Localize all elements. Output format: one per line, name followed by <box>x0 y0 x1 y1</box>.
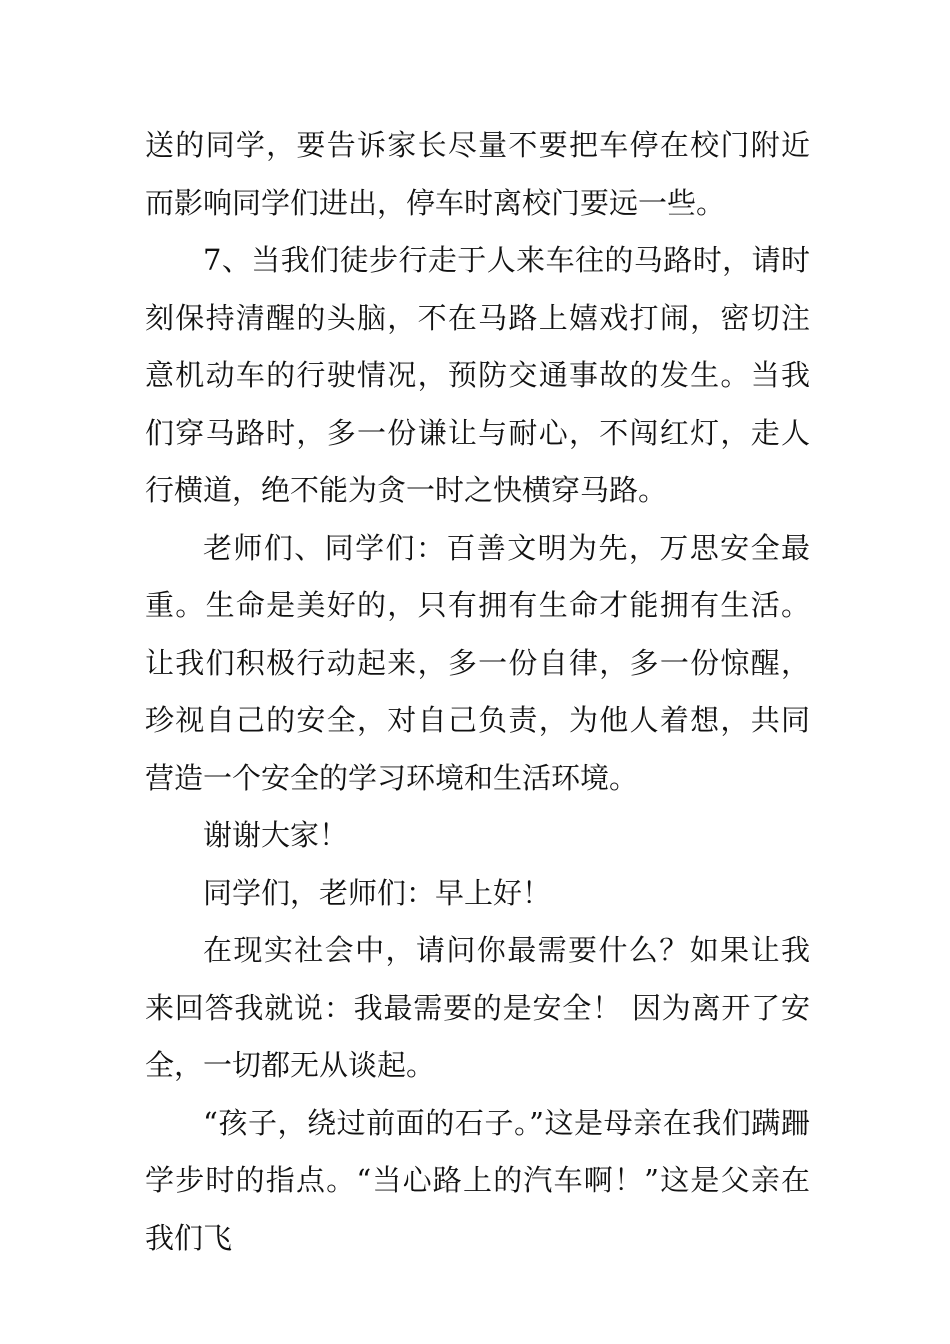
paragraph-6: 在现实社会中，请问你最需要什么？如果让我来回答我就说：我最需要的是安全！ 因为离开了安全，一切都无从谈起。 <box>145 933 810 1082</box>
document-body <box>145 117 810 1267</box>
paragraph-1: 送的同学，要告诉家长尽量不要把车停在校门附近而影响同学们进出，停车时离校门要远一些。 <box>145 128 810 220</box>
paragraph-7: “孩子，绕过前面的石子。”这是母亲在我们蹒跚学步时的指点。“当心路上的汽车啊！”这是父亲在我们飞 <box>145 1105 810 1255</box>
paragraph-5: 同学们，老师们：早上好！ <box>203 875 552 910</box>
paragraph-4: 谢谢大家！ <box>203 818 349 852</box>
paragraph-2: 7、当我们徒步行走于人来车往的马路时，请时刻保持清醒的头脑，不在马路上嬉戏打闹，密切注意机动车的行驶情况，预防交通事故的发生。当我们穿马路时，多一份谦让与耐心，不闯红灯，走人行横道，绝不能为贪一时之快横穿马路。 <box>145 243 810 507</box>
paragraph-3: 老师们、同学们：百善文明为先，万思安全最重。生命是美好的，只有拥有生命才能拥有生活。让我们积极行动起来，多一份自律，多一份惊醒，珍视自己的安全，对自己负责，为他人着想，共同营造一个安全的学习环境和生活环境。 <box>145 530 810 795</box>
